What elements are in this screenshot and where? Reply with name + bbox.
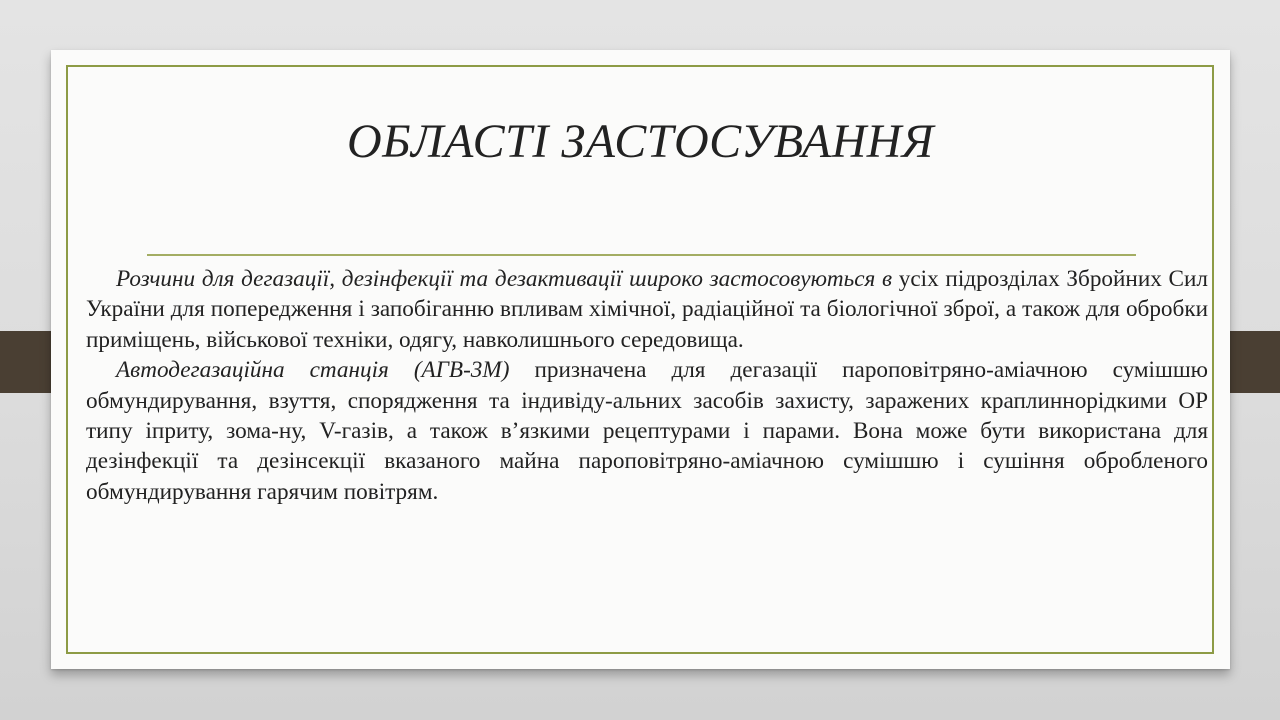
paragraph-1-italic-lead: Розчини для дегазації, дезінфекції та дезактивації широко застосовуються в [116, 266, 893, 292]
paragraph-1-text: усіх підрозділах Збройних Сил України для попередження і запобіганню впливам хімічної, радіаційної та біологічної зброї, а також для обробки приміщень, військової техніки, одягу, навколишнього середовища. [86, 266, 1208, 353]
body-paragraph-1 [86, 264, 1208, 355]
slide-title: ОБЛАСТІ ЗАСТОСУВАННЯ [347, 115, 934, 168]
slide-body-text [86, 264, 1208, 507]
title-underline [147, 254, 1136, 256]
paragraph-2-text: призначена для дегазації пароповітряно-аміачною сумішшю обмундирування, взуття, спорядження та індивіду-альних засобів захисту, заражених краплиннорідкими ОР типу іприту, зома-ну, V-газів, а також в’язкими рецептурами і парами. Вона може бути використана для дезінфекції та дезінсекції вказаного майна пароповітряно-аміачною сумішшю і сушіння обробленого обмундирування гарячим повітрям. [86, 357, 1209, 505]
body-paragraph-2 [86, 355, 1208, 507]
paragraph-2-italic-lead: Автодегазаційна станція (АГВ-3М) [116, 357, 510, 384]
slide-card [51, 50, 1230, 669]
